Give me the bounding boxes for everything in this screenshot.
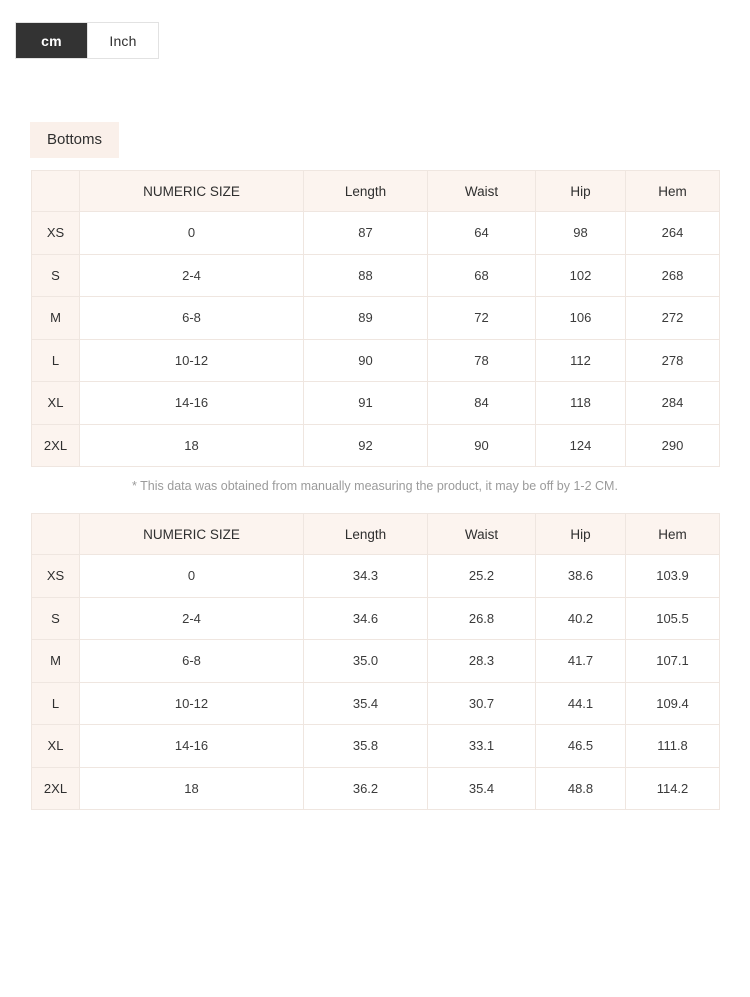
cell-hem: 278 [626, 339, 720, 382]
cell-numeric-size: 6-8 [80, 640, 304, 683]
cell-hem: 272 [626, 297, 720, 340]
table-row [32, 212, 720, 255]
table-row [32, 254, 720, 297]
cell-hem: 111.8 [626, 725, 720, 768]
cell-waist: 33.1 [428, 725, 536, 768]
cell-length: 34.3 [304, 555, 428, 598]
column-header-hip: Hip [536, 171, 626, 212]
cell-numeric-size: 0 [80, 555, 304, 598]
cell-hip: 44.1 [536, 682, 626, 725]
table-row [32, 382, 720, 425]
cell-length: 88 [304, 254, 428, 297]
cell-waist: 25.2 [428, 555, 536, 598]
row-size-label: XS [32, 212, 80, 255]
cell-hip: 112 [536, 339, 626, 382]
cell-length: 90 [304, 339, 428, 382]
cell-length: 35.4 [304, 682, 428, 725]
cell-numeric-size: 10-12 [80, 682, 304, 725]
table-header-row [32, 171, 720, 212]
table-row [32, 297, 720, 340]
cell-hip: 46.5 [536, 725, 626, 768]
size-table-cm [31, 170, 720, 467]
row-size-label: 2XL [32, 767, 80, 810]
cell-hip: 98 [536, 212, 626, 255]
cell-hem: 290 [626, 424, 720, 467]
cell-numeric-size: 18 [80, 767, 304, 810]
row-size-label: L [32, 682, 80, 725]
measurement-note: * This data was obtained from manually measuring the product, it may be off by 1-2 CM. [132, 479, 618, 493]
column-header-hem: Hem [626, 514, 720, 555]
unit-option-cm[interactable]: cm [16, 23, 87, 58]
cell-hip: 124 [536, 424, 626, 467]
cell-hem: 105.5 [626, 597, 720, 640]
column-header-length: Length [304, 171, 428, 212]
cell-length: 34.6 [304, 597, 428, 640]
cell-numeric-size: 0 [80, 212, 304, 255]
row-size-label: S [32, 597, 80, 640]
table-row [32, 640, 720, 683]
cell-hem: 264 [626, 212, 720, 255]
column-header-blank [32, 171, 80, 212]
cell-waist: 78 [428, 339, 536, 382]
cell-waist: 84 [428, 382, 536, 425]
cell-hip: 118 [536, 382, 626, 425]
column-header-numeric-size: NUMERIC SIZE [80, 171, 304, 212]
table-row [32, 597, 720, 640]
cell-length: 87 [304, 212, 428, 255]
cell-hem: 284 [626, 382, 720, 425]
cell-hem: 114.2 [626, 767, 720, 810]
table-row [32, 339, 720, 382]
cell-waist: 64 [428, 212, 536, 255]
row-size-label: S [32, 254, 80, 297]
cell-length: 36.2 [304, 767, 428, 810]
table-row [32, 725, 720, 768]
cell-length: 35.8 [304, 725, 428, 768]
column-header-numeric-size: NUMERIC SIZE [80, 514, 304, 555]
table-row [32, 767, 720, 810]
cell-hip: 48.8 [536, 767, 626, 810]
cell-waist: 72 [428, 297, 536, 340]
table-row [32, 555, 720, 598]
column-header-hip: Hip [536, 514, 626, 555]
size-table-inch [31, 513, 720, 810]
cell-waist: 90 [428, 424, 536, 467]
column-header-waist: Waist [428, 514, 536, 555]
cell-hem: 107.1 [626, 640, 720, 683]
table-header-row [32, 514, 720, 555]
unit-option-inch[interactable]: Inch [87, 23, 158, 58]
table-row [32, 424, 720, 467]
cell-numeric-size: 14-16 [80, 725, 304, 768]
cell-hip: 41.7 [536, 640, 626, 683]
cell-length: 92 [304, 424, 428, 467]
cell-waist: 26.8 [428, 597, 536, 640]
cell-waist: 35.4 [428, 767, 536, 810]
category-chip: Bottoms [30, 122, 119, 158]
row-size-label: XL [32, 382, 80, 425]
cell-numeric-size: 10-12 [80, 339, 304, 382]
cell-numeric-size: 6-8 [80, 297, 304, 340]
column-header-waist: Waist [428, 171, 536, 212]
cell-numeric-size: 2-4 [80, 597, 304, 640]
row-size-label: XL [32, 725, 80, 768]
cell-numeric-size: 2-4 [80, 254, 304, 297]
cell-hem: 268 [626, 254, 720, 297]
row-size-label: XS [32, 555, 80, 598]
cell-waist: 68 [428, 254, 536, 297]
column-header-length: Length [304, 514, 428, 555]
row-size-label: 2XL [32, 424, 80, 467]
table-row [32, 682, 720, 725]
row-size-label: L [32, 339, 80, 382]
cell-hip: 106 [536, 297, 626, 340]
cell-hem: 103.9 [626, 555, 720, 598]
cell-hip: 38.6 [536, 555, 626, 598]
cell-length: 89 [304, 297, 428, 340]
unit-toggle[interactable] [15, 22, 159, 59]
cell-hip: 102 [536, 254, 626, 297]
cell-numeric-size: 18 [80, 424, 304, 467]
cell-hip: 40.2 [536, 597, 626, 640]
cell-waist: 28.3 [428, 640, 536, 683]
column-header-hem: Hem [626, 171, 720, 212]
row-size-label: M [32, 297, 80, 340]
cell-hem: 109.4 [626, 682, 720, 725]
column-header-blank [32, 514, 80, 555]
cell-length: 35.0 [304, 640, 428, 683]
cell-numeric-size: 14-16 [80, 382, 304, 425]
cell-length: 91 [304, 382, 428, 425]
row-size-label: M [32, 640, 80, 683]
cell-waist: 30.7 [428, 682, 536, 725]
